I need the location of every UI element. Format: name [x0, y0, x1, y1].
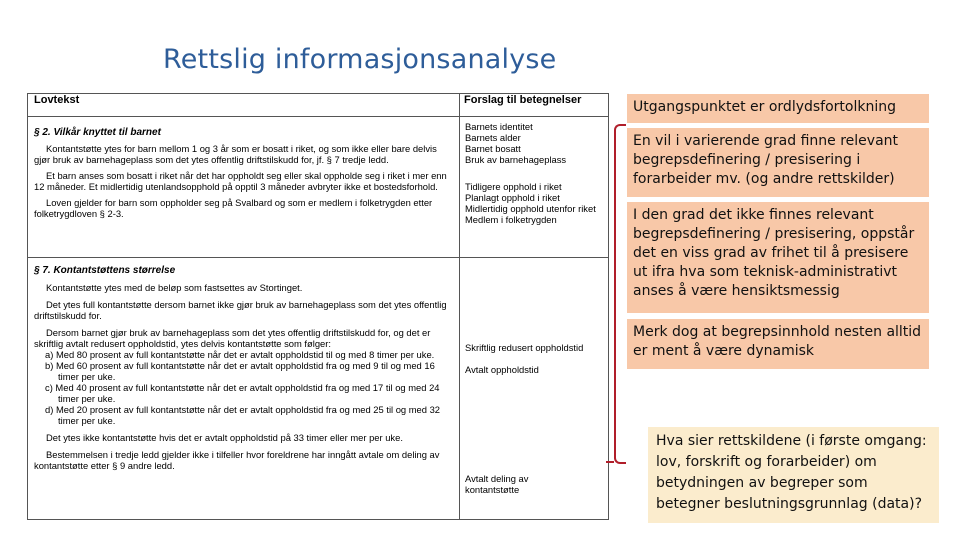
bracket-tick: [606, 461, 614, 463]
note-box-preparatory-works: En vil i varierende grad finne relevant begrepsdefinering / presisering i forarbeider mv. (og andre rettskilder): [627, 128, 929, 197]
term: Avtalt oppholdstid: [465, 364, 539, 375]
note-box-dynamic: Merk dog at begrepsinnhold nesten alltid er ment å være dynamisk: [627, 319, 929, 369]
note-box-interpretation: Utgangspunktet er ordlydsfortolkning: [627, 94, 929, 123]
row-divider: [28, 257, 608, 258]
paragraph: Det ytes full kontantstøtte dersom barnet ikke gjør bruk av barnehageplass som det ytes offentlig driftstilskudd for.: [34, 299, 447, 321]
section-2-terms: [465, 121, 603, 225]
term: Avtalt deling av: [465, 473, 529, 484]
term: Bruk av barnehageplass: [465, 154, 567, 165]
paragraph: Bestemmelsen i tredje ledd gjelder ikke i tilfeller hvor foreldrene har inngått avtale om deling av kontantstøtte etter § 9 andre ledd.: [34, 449, 440, 471]
paragraph: Kontantstøtte ytes med de beløp som fastsettes av Stortinget.: [46, 282, 303, 293]
header-lovtekst: Lovtekst: [34, 94, 80, 106]
list-item: c) Med 40 prosent av full kontantstøtte når det er avtalt oppholdstid fra og med 17 til og med 24 timer per uke.: [45, 382, 440, 404]
note-box-freedom: I den grad det ikke finnes relevant begrepsdefinering / presisering, oppstår det en viss grad av frihet til å presisere ut ifra hva som teknisk-administrativt anses å være hensiktsmessig: [627, 202, 929, 313]
header-divider: [28, 116, 608, 117]
section-7-text: [34, 265, 452, 471]
paragraph: Kontantstøtte ytes for barn mellom 1 og 3 år som er bosatt i riket, og som ikke eller bare delvis gjør bruk av barnehageplass som det ytes offentlig driftstilskudd for, jf. § 7 tredje ledd.: [34, 143, 437, 165]
section-heading: § 2. Vilkår knyttet til barnet: [34, 127, 161, 138]
column-divider: [459, 94, 460, 520]
question-box: Hva sier rettskildene (i første omgang: lov, forskrift og forarbeider) om betydningen av begreper som betegner beslutningsgrunnlag (data)?: [648, 427, 939, 523]
bracket-connector: [614, 124, 626, 464]
term: Tidligere opphold i riket: [465, 181, 562, 192]
legal-text-table: [27, 93, 609, 520]
term: Medlem i folketrygden: [465, 214, 557, 225]
header-forslag: Forslag til betegnelser: [464, 94, 582, 106]
paragraph: Det ytes ikke kontantstøtte hvis det er avtalt oppholdstid på 33 timer eller mer per uke.: [46, 432, 403, 443]
list-item: b) Med 60 prosent av full kontantstøtte når det er avtalt oppholdstid fra og med 9 til og med 16 timer per uke.: [45, 360, 435, 382]
page-title: Rettslig informasjonsanalyse: [163, 44, 557, 75]
list-item: d) Med 20 prosent av full kontantstøtte når det er avtalt oppholdstid fra og med 25 til og med 32 timer per uke.: [45, 404, 441, 426]
term: kontantstøtte: [465, 484, 520, 495]
term: Skriftlig redusert oppholdstid: [465, 342, 584, 353]
paragraph: Dersom barnet gjør bruk av barnehageplass som det ytes offentlig driftstilskudd for, og det er skriftlig avtalt redusert oppholdstid, ytes delvis kontantstøtte som følger:: [34, 327, 431, 349]
paragraph: Loven gjelder for barn som oppholder seg på Svalbard og som er medlem i folketrygden etter folketrygdloven § 2-3.: [34, 197, 433, 219]
section-2-text: [34, 127, 452, 219]
paragraph: Et barn anses som bosatt i riket når det har oppholdt seg eller skal oppholde seg i riket i mer enn 12 måneder. Et midlertidig utenlandsopphold på opptil 3 måneder avbryter ikke et bostedsforhold.: [34, 170, 447, 192]
list-item: a) Med 80 prosent av full kontantstøtte når det er avtalt oppholdstid til og med 8 timer per uke.: [45, 349, 435, 360]
term: Planlagt opphold i riket: [465, 192, 560, 203]
term: Barnet bosatt: [465, 143, 521, 154]
section-heading: § 7. Kontantstøttens størrelse: [34, 265, 176, 276]
term: Barnets alder: [465, 132, 521, 143]
term: Barnets identitet: [465, 121, 533, 132]
term: Midlertidig opphold utenfor riket: [465, 203, 596, 214]
